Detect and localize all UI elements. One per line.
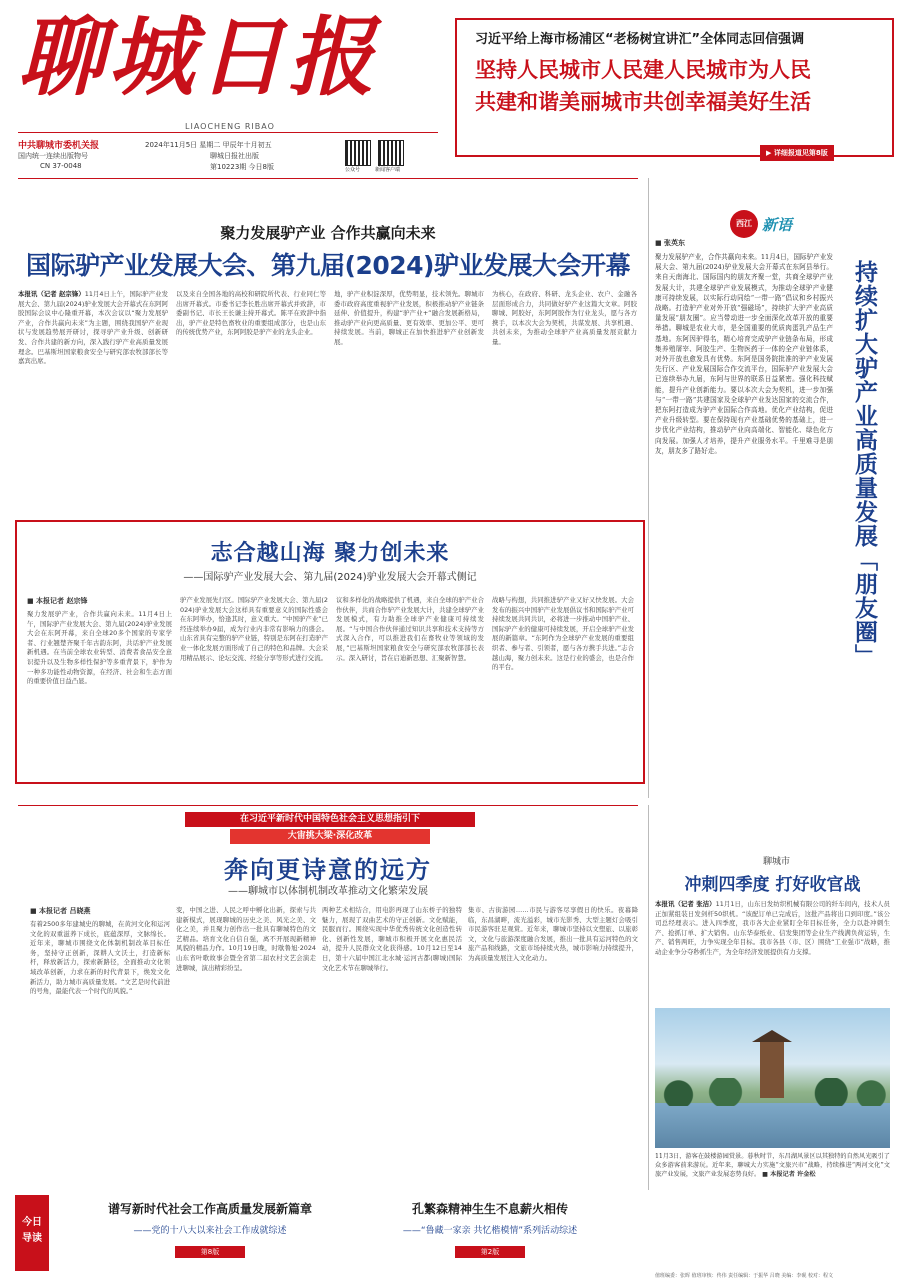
series-banner-2: 大宙挑大梁·深化改革 (230, 829, 430, 844)
series-title[interactable]: 奔向更诗意的远方 (224, 856, 432, 884)
top-headline-kicker: 习近平给上海市杨浦区“老杨树宜讲汇”全体同志回信强调 (475, 32, 805, 47)
footer-item-1-title: 谱写新时代社会工作高质量发展新篇章 (107, 1202, 312, 1216)
series-column-3: 两种艺术相结合，用电影再现了山东桥子的独特魅力，展现了双曲艺术的守正创新。文化赋能，民服而行。围绕实现中华优秀传统文化创造性转化、创新性发展，聊城市积极开展文化惠民活动，提升人民群众文化获得感。10月12日至14日，第十六届中国江北水城·运河古都(聊城)国际文化艺术节在聊城举行。 (322, 906, 462, 972)
series-banner-1: 在习近平新时代中国特色社会主义思想指引下 (185, 812, 475, 827)
publisher-label: 中共聊城市委机关报 (18, 141, 100, 151)
sidebar-logo-text: 新语 (762, 216, 793, 234)
cn-code-label: 国内统一连续出版物号 (18, 152, 88, 160)
photo-caption-text: 11月3日，游客在鼓楼游园赏景。暮秋时节，东昌湖风景区以其独特的自然风光吸引了众多游客前来游玩。近年来，聊城大力实施“文旅兴市”战略，持续推进“两河文化”文旅产业发展，文旅产业发展态势良好。 (655, 1153, 890, 1178)
lead-byline: 本报讯（记者 赵宗锋） (18, 290, 85, 298)
photo-trees (655, 1078, 890, 1106)
right-news-text: 11月1日，山东日发纺织机械有限公司的纤车间内，技术人员正加紧组装日发剑杆50织机。“该配订单已完成后，这批产品将出口到印度。”该公司总经理表示。进入四季度，我市各大企业紧盯全年目标任务，全力以赴冲刺生产、抢抓订单、扩大销售。山东华泰纸业、信发集团等企业生产线满负荷运转，生产、销售两旺，力争实现全年目标。我市各县（市、区）围绕“工业强市”战略，推动企业争分夺秒抓生产，为全年经济发展提供有力支撑。 (655, 900, 890, 956)
sidebar-logo (730, 210, 805, 240)
sidebar-divider (648, 178, 649, 798)
feature-subtitle: ——国际驴产业发展大会、第九届(2024)驴业发展大会开幕式侧记 (183, 572, 477, 583)
footer-item-2-page: 第2版 (455, 1246, 525, 1258)
photo-water (655, 1103, 890, 1148)
feature-column-1: 聚力发展驴产业，合作共赢向未来。11月4日上午，国际驴产业发展大会、第九届(2024)驴业发展大会在东阿开幕，来自全球20多个国家的专家学者、行业翘楚齐聚千年古韵东阿，共话驴产业发展新机遇。在当前全球农业转型、消费者食品安全意识提升以及生物多样性保护等多重背景下，驴作为一种多功能性动物资源，在经济、社会和生态方面的重要价值日益凸显。 (27, 610, 172, 686)
top-headline-link-label: 详细报道见第8版 (773, 149, 828, 157)
sidebar-logo-circle: 西江 (730, 210, 758, 238)
series-column-2: 变，中国之进、人民之呼中孵化出新，探索与共建新模式，展现聊城的历史之美、风光之美、文化之美，并且聚力创作出一批具有聊城特色的文艺精品。培育文化自信自强，离不开展现新精神风貌的精品力作。10月19日晚，时歇鲁旭·2024山东省叶歌故事会暨全省第二届农村文艺会演走进聊城，演出精彩纷呈。 (176, 906, 316, 972)
issue-line: 第10223期 今日8版 (210, 163, 274, 171)
right-news-byline: 本报讯（记者 张洁） (655, 900, 716, 908)
footer-label-box (15, 1195, 49, 1271)
top-headline-line2[interactable]: 共建和谐美丽城市共创幸福美好生活 (475, 90, 811, 114)
feature-title[interactable]: 志合越山海 聚力创未来 (210, 541, 450, 566)
lead-kicker: 聚力发展驴产业 合作共赢向未来 (220, 224, 436, 242)
right-news-divider (648, 805, 649, 1190)
series-top-rule (18, 805, 638, 806)
qr-label-2: 新闻客户端 (375, 167, 401, 173)
footer-item-1-subtitle: ——党的十八大以来社会工作成就综述 (133, 1226, 287, 1236)
lead-title[interactable]: 国际驴产业发展大会、第九届(2024)驴业发展大会开幕 (26, 251, 630, 280)
photo-caption (655, 1152, 890, 1188)
right-news-body (655, 900, 890, 1000)
photo-credit: ■ 本报记者 许金松 (762, 1171, 816, 1178)
footer-item-1-page: 第8版 (175, 1246, 245, 1258)
feature-column-3: 议和多样化的战略提供了机遇，来自全球的驴产业合作伙伴，共商合作驴产业发展大计，共建全球驴产业发展模式，有力助推全球驴产业健康可持续发展。“与中国合作伙伴通过知识共享和技术支持等方式深入合作，可以推进我们在畜牧业等领域的发展，”巴基斯坦国家粮食安全与研究部农牧部部长表示。深入研讨，旨在启迪新思想、汇聚新智慧。 (336, 596, 484, 662)
cn-number: CN 37-0048 (40, 162, 82, 170)
sidebar-body: 聚力发展驴产业，合作共赢向未来。11月4日，国际驴产业发展大会、第九届(2024)驴业发展大会开幕式在东阿县举行。来自天南海北、国际国内的朋友齐聚一堂，共商全球驴产业发展大计，共建全球驴产业发展模式，为推动全球驴产业健康可持续发展，以实际行动同绘“一带一路”倡议和乡村振兴战略。打造驴产业对外开放“强磁场”，持续扩大驴产业高质量发展“朋友圈”。应当带动进一步全面深化改革开放的重要举措。聊城是农业大市，是全国重要的优质肉蛋乳产品生产基地。东阿因驴得名，精心培育完成驴产业链条布局，形成集养殖屠宰、阿胶生产、生物医药于一体的全产业链体系，对外开放也愈发具有优势。东阿是国务院批准的驴产业发展先行区、产业发展国际合作交流平台，国际驴产业发展大会已连续举办九届，东阿与世界的联系日益紧密。强化科技赋能，提升产业创新能力。要以本次大会为契机，进一步加强与“一带一路”共建国家及全球驴产业发达国家的交流合作，把东阿打造成为驴产业国际合作高地。优化产业结构，促进产业升级转型。要在保持现有产业基础优势的基础上，进一步优化产业结构，推动驴产业向高端化、智能化、绿色化方向发展。加强人才培养，提升产业服务水平。千里难寻是朋友，朋友多了路好走。 (655, 253, 833, 455)
news-photo (655, 1008, 890, 1148)
masthead (0, 0, 455, 173)
lead-column-3: 地，驴产业积淀深厚，优势明显，技术领先。聊城市委市政府高度重视驴产业发展，积极推动驴产业链条延伸、价值提升，构建“驴产业+”融合发展新格局，推动驴产业向更高质量、更有效率、更加公平、更可持续发展。当前，聊城正在加快推进驴产业创新发展。 (334, 290, 484, 346)
footer-item-1[interactable] (60, 1200, 360, 1270)
top-headline-link[interactable] (760, 145, 834, 161)
lead-column-1 (18, 290, 168, 485)
arrow-icon: ▶ (766, 149, 774, 157)
footer-item-2-subtitle: ——“鲁藏一家亲 共忆楷模情”系列活动综述 (402, 1226, 578, 1236)
footer-item-2-title: 孔繁森精神生生不息薪火相传 (411, 1202, 568, 1216)
series-subtitle: ——聊城市以体制机制改革推动文化繁荣发展 (228, 886, 428, 897)
qr-label-1: 公众号 (345, 167, 361, 173)
feature-byline: ■ 本报记者 赵宗锋 (27, 597, 88, 605)
lead-col1-text: 11月4日上午，国际驴产业发展大会、第九届(2024)驴业发展大会开幕式在东阿阿胶国际会议中心隆重开幕，本次会议以“聚力发展驴产业，合作共赢向未来”为主题，围绕我国驴产业现状与发展趋势展开研讨，探寻驴产业升级、创新研发、合作共建的新方向，深入践行驴产业高质量发展理念。巴基斯坦国家粮食安全与研究部农牧部部长等嘉宾出席。 (18, 290, 168, 366)
series-column-4: 集市、古街游园……市民与游客尽享假日的快乐。夜幕降临，东昌湖畔，流光溢彩，城市光影秀、大型主题灯会吸引市民游客驻足观赏。近年来，聊城市坚持以文塑旅、以旅彰文，文化与旅游深度融合发展，推出一批具有运河特色的文旅产品和线路，文旅市场持续火热，城市影响力持续提升，为高质量发展注入文化动力。 (468, 906, 638, 962)
lead-column-2: 以及来自全国各地的高校和研院所代表、行业同仁等出席开幕式。市委书记李长胜出席开幕式并致辞，市委副书记、市长王长谦主持开幕式。陈平在致辞中指出，驴产业是特色畜牧业的重要组成部分，也是山东的传统优势产业，东阿阿胶是驴产业的龙头企业。 (176, 290, 326, 337)
masthead-pinyin: LIAOCHENG RIBAO (185, 122, 275, 131)
footer-label-1: 今日 (22, 1217, 42, 1228)
date-line: 2024年11月5日 星期二 甲辰年十月初五 (145, 141, 272, 149)
right-news-kicker: 聊城市 (762, 857, 790, 867)
series-column-1: 有着2500多年建城史的聊城，在黄河文化和运河文化的双重滋养下成长，底蕴深厚，文脉绵长。近年来，聊城市围绕文化体制机制改革目标任务，坚持守正创新，深耕人文沃土，打造新标杆，释放新活力，探索新路径，全面推动文化领域改革创新，力求在新的时代背景下，焕发文化新活力，助力城市高质量发展。“文艺是时代前进的号角，最能代表一个时代的风貌。” (30, 920, 170, 996)
top-headline-line1[interactable]: 坚持人民城市人民建人民城市为人民 (475, 58, 811, 82)
sidebar-vertical-title[interactable]: 持续扩大驴产业高质量发展「朋友圈」 (851, 260, 877, 668)
qr-code-official (345, 140, 371, 166)
feature-column-4: 战略与构想，共同推进驴产业又好又快发展。大会发布的振兴中国驴产业发展倡议书和国际驴产业可持续发展共同共识，必将进一步推动中国驴产业、国际驴产业的健康可持续发展，开启全球驴产业发展的新篇章。“东阿作为全球驴产业发展的重要组织者、参与者、引领者，愿与各方携手共进。”志合越山海，聚力创未来。这是行业的盛会，也是合作的平台。 (492, 596, 634, 672)
sidebar-author: ■ 张英东 (655, 239, 686, 247)
qr-code-app (378, 140, 404, 166)
lead-top-rule (18, 178, 638, 179)
series-byline: ■ 本报记者 吕晓燕 (30, 907, 91, 915)
masthead-rule (18, 132, 438, 133)
masthead-logo: 聊城日报 (18, 7, 378, 108)
website-line: 聊城日报社出版 (210, 152, 259, 160)
lead-column-4: 为核心，在政府、科研、龙头企业、农户、金融各层面形成合力，共同做好驴产业这篇大文章。阿胶聊城、阿胶好，东阿阿胶作为行业龙头，愿与各方携手，以本次大会为契机，共谋发展、共享机遇、共创未来，为推动全球驴产业高质量发展贡献力量。 (492, 290, 637, 346)
right-news-title[interactable]: 冲刺四季度 打好收官战 (684, 875, 861, 895)
photo-tower-roof (752, 1030, 792, 1042)
footer-credits: 值班编委：张晖 值班审核：佟伟 责任编辑：于振华 吕晓 美编：李砚 校对：程文 (655, 1273, 833, 1279)
footer-label-2: 导读 (22, 1233, 42, 1244)
footer-item-2[interactable] (340, 1200, 640, 1270)
feature-column-2: 驴产业发展先行区。国际驴产业发展大会、第九届(2024)驴业发展大会这样具有重要意义的国际性盛会在东阿举办，恰逢其时，意义重大。“中国驴产业”已经连续举办9届，成为行业内非常有影响力的盛会。山东省具有完整的驴产业链，特别是东阿在打造驴产业一体化发展方面形成了自己的特色和品牌。大会采用精品展示、论坛交流、经验分享等形式进行交流。 (180, 596, 328, 662)
